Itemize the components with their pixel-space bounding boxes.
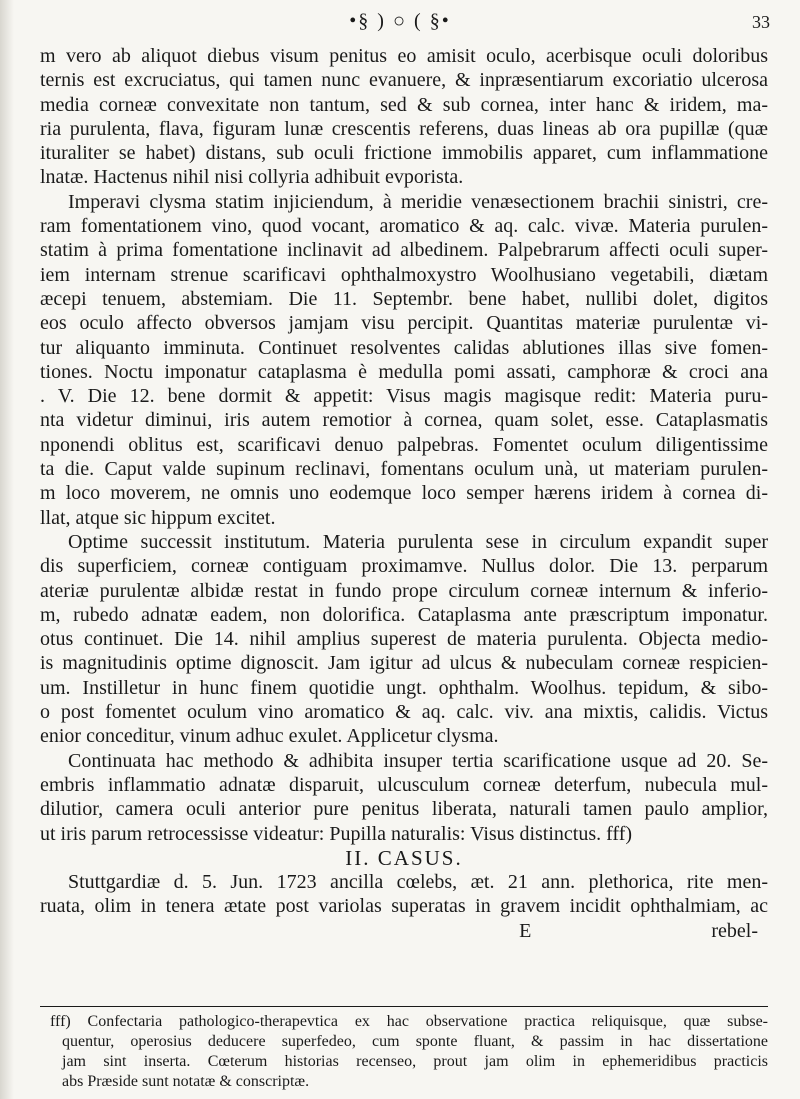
page-gutter: [0, 0, 14, 1099]
text-line: dis superficiem, corneæ contiguam proximamve. Nullus dolor. Die 13. perparum: [40, 555, 768, 578]
text-line: ria purulenta, flava, figuram lunæ crescentis referens, duas lineas ab ora pupillæ (quæ: [40, 117, 768, 140]
section-heading: II. CASUS.: [345, 845, 463, 870]
footnote: [50, 1012, 768, 1092]
running-header: [0, 10, 800, 40]
text-line: Optime successit institutum. Materia purulenta sese in circulum expandit super: [68, 530, 768, 553]
footnote-rule: [40, 1006, 768, 1007]
text-line: media corneæ convexitate non tantum, sed & sub cornea, inter hanc & iridem, ma-: [40, 93, 768, 116]
text-line: . V. Die 12. bene dormit & appetit: Visus magis magisque redit: Materia puru-: [40, 385, 768, 408]
text-line: lnatæ. Hactenus nihil nisi collyria adhibuit evporista.: [40, 166, 464, 189]
text-line: eos oculo affecto obversos jamjam visu percipit. Quantitas materiæ purulentæ vi-: [40, 312, 768, 335]
text-line: æcepi tenuem, abstemiam. Die 11. Septembr. bene habet, nullibi dolet, digitos: [40, 287, 768, 310]
text-line: ruata, olim in tenera ætate post variolas superatas in gravem incidit ophthalmiam, ac: [40, 895, 768, 918]
text-line: Imperavi clysma statim injiciendum, à meridie venæsectionem brachii sinistri, cre-: [68, 190, 768, 213]
header-ornament: •§ ) ○ ( §•: [349, 10, 451, 32]
text-line: iem internam strenue scarificavi ophthalmoxystro Woolhusiano vegetabili, diætam: [40, 263, 768, 286]
text-line: um. Instilletur in hunc finem quotidie ungt. ophthalm. Woolhus. tepidum, & sibo-: [40, 676, 768, 699]
text-line: m, rubedo adnatæ eadem, non dolorifica. Cataplasma ante præscriptum imponatur.: [40, 603, 768, 626]
text-line: Stuttgardiæ d. 5. Jun. 1723 ancilla cœlebs, æt. 21 ann. plethorica, rite men-: [68, 871, 768, 894]
text-line: otus continuet. Die 14. nihil amplius superest de materia purulenta. Objecta medio-: [40, 628, 768, 651]
text-line: is magnitudinis optime dignoscit. Jam igitur ad ulcus & nubeculam corneæ respicien-: [40, 652, 768, 675]
text-line: statim à prima fomentatione inclinavit ad albedinem. Palpebrarum affecti oculi super-: [40, 239, 768, 262]
text-line: ta die. Caput valde supinum reclinavi, fomentans oculum unà, ut materiam purulen-: [40, 458, 768, 481]
footnote-line: fff) Confectaria pathologico-therapevtica ex hac observatione practica reliquisque, quæ subse-: [50, 1013, 768, 1030]
text-line: nponendi oblitus est, scarificavi denuo palpebras. Fomentet oculum diligentissime: [40, 433, 768, 456]
text-line: tur aliquanto imminuta. Continuet resolventes calidas ablutiones illas sive fomen-: [40, 336, 768, 359]
signature-catchword-line: E rebel-: [519, 919, 758, 942]
text-line: ituraliter se habet) distans, sub oculi frictione immobilis apparet, cum inflammatione: [40, 142, 768, 165]
text-line: ateriæ purulentæ albidæ restat in fundo prope circulum corneæ internum & inferio-: [40, 579, 768, 602]
text-line: m loco moverem, ne omnis uno eodemque loco semper hærens iridem à cornea di-: [40, 482, 768, 505]
footnote-line: jam sint inserta. Cœterum historias recenseo, prout jam olim in ephemeridibus practicis: [62, 1053, 768, 1070]
text-line: ternis est excruciatus, qui tamen nunc evanuere, & inpræsentiarum excoriatio ulcerosa: [40, 69, 768, 92]
footnote-line: quentur, operosius deducere superfedeo, cum sponte fluant, & passim in hac dissertatione: [62, 1033, 768, 1050]
text-line: enior conceditur, vinum adhuc exulet. Applicetur clysma.: [40, 725, 499, 748]
text-line: Continuata hac methodo & adhibita insuper tertia scarificatione usque ad 20. Se-: [68, 749, 768, 772]
text-line: tiones. Noctu imponatur cataplasma è medulla pomi assati, camphoræ & croci ana: [40, 360, 768, 383]
text-line: nta videtur diminui, iris autem remotior à cornea, quam solet, esse. Cataplasmatis: [40, 409, 768, 432]
footnote-line: abs Præside sunt notatæ & conscriptæ.: [62, 1073, 310, 1090]
page-number: 33: [752, 12, 770, 32]
text-line: llat, atque sic hippum excitet.: [40, 506, 276, 529]
text-line: ram fomentationem vino, quod vocant, aromatico & aq. calc. vivæ. Materia purulen-: [40, 215, 768, 238]
text-line: o post fomentet oculum vino aromatico & aq. calc. viv. ana mixtis, calidis. Victus: [40, 701, 768, 724]
text-line: embris inflammatio adnatæ disparuit, ulcusculum corneæ deterfum, nubecula mul-: [40, 773, 768, 796]
text-line: ut iris parum retrocessisse videatur: Pupilla naturalis: Visus distinctus. fff): [40, 822, 633, 845]
text-line: dilutior, camera oculi anterior pure penitus liberata, naturali tamen paulo amplior,: [40, 798, 768, 821]
main-text: [40, 44, 768, 943]
text-line: m vero ab aliquot diebus visum penitus eo amisit oculo, acerbisque oculi doloribus: [40, 45, 768, 67]
